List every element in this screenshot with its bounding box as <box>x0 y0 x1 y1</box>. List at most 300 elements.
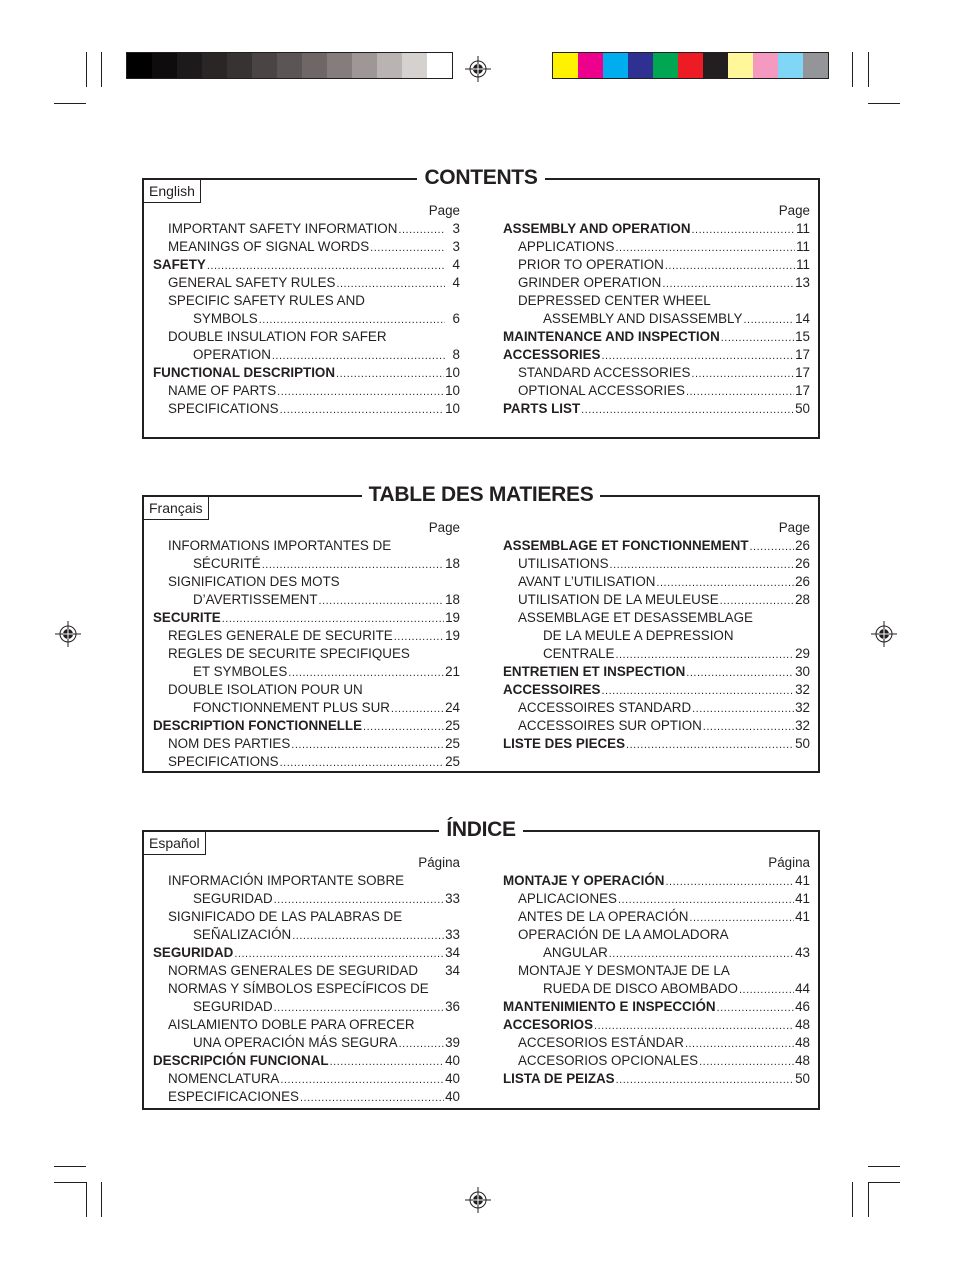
toc-entry-title: DOUBLE ISOLATION POUR UN <box>168 682 363 697</box>
dot-leader <box>274 891 444 909</box>
toc-entry-title: SEGURIDAD <box>193 999 273 1014</box>
toc-entry-title: DESCRIPTION FONCTIONNELLE <box>153 718 363 733</box>
grayscale-color-bar <box>126 52 453 79</box>
toc-entry-page: 48 <box>795 1017 810 1032</box>
process-color-bar <box>552 52 829 79</box>
toc-entry-page: 39 <box>445 1035 460 1050</box>
toc-entry-title: GRINDER OPERATION <box>518 275 662 290</box>
toc-entry <box>503 1070 810 1088</box>
toc-entry <box>153 663 460 681</box>
toc-entry <box>153 274 460 292</box>
toc-entry-page: 6 <box>452 311 460 326</box>
dot-leader <box>686 383 794 401</box>
toc-entry <box>153 944 460 962</box>
toc-entry-page: 19 <box>445 610 460 625</box>
toc-entry-title: SPECIFICATIONS <box>168 401 279 416</box>
toc-entry-page: 40 <box>445 1089 460 1104</box>
contents-section-french <box>142 483 820 773</box>
toc-entry <box>503 400 810 418</box>
toc-entry-title: UTILISATION DE LA MEULEUSE <box>518 592 719 607</box>
dot-leader <box>277 383 444 401</box>
toc-entry-title: APLICACIONES <box>518 891 617 906</box>
toc-entry <box>153 364 460 382</box>
dot-leader <box>743 311 794 329</box>
toc-entry <box>503 364 810 382</box>
toc-entry-page: 36 <box>445 999 460 1014</box>
toc-entry <box>153 591 460 609</box>
toc-entry-title: ET SYMBOLES <box>193 664 288 679</box>
toc-entry-title: NAME OF PARTS <box>168 383 277 398</box>
toc-entry <box>503 980 810 998</box>
contents-section-spanish <box>142 818 820 1110</box>
toc-entry-title: SIGNIFICATION DES MOTS <box>168 574 340 589</box>
section-title-wrap <box>144 483 818 507</box>
dot-leader <box>720 592 794 610</box>
toc-entry-title: RUEDA DE DISCO ABOMBADO <box>543 981 738 996</box>
dot-leader <box>616 1071 794 1089</box>
toc-entry-title: ASSEMBLAGE ET DESASSEMBLAGE <box>518 610 753 625</box>
toc-entry-page: 41 <box>795 873 810 888</box>
dot-leader <box>370 239 445 257</box>
toc-entry <box>153 890 460 908</box>
toc-entry-title: SECURITE <box>153 610 221 625</box>
toc-entry-title: DE LA MEULE A DEPRESSION <box>543 628 734 643</box>
dot-leader <box>615 646 794 664</box>
toc-entry <box>153 699 460 717</box>
toc-entry-title: DOUBLE INSULATION FOR SAFER <box>168 329 387 344</box>
toc-entry <box>153 609 460 627</box>
toc-entry <box>503 735 810 753</box>
toc-entry <box>503 292 810 310</box>
color-swatch <box>352 53 377 78</box>
toc-entry <box>503 944 810 962</box>
color-swatch <box>778 53 803 78</box>
toc-entry <box>153 1070 460 1088</box>
dot-leader <box>274 999 444 1017</box>
dot-leader <box>618 891 794 909</box>
toc-entry-title: D’AVERTISSEMENT <box>193 592 318 607</box>
toc-entry <box>503 1034 810 1052</box>
section-title-wrap <box>144 166 818 190</box>
dot-leader <box>626 736 794 754</box>
dot-leader <box>699 1053 794 1071</box>
toc-entry-page: 25 <box>445 736 460 751</box>
toc-entry-title: PARTS LIST <box>503 401 581 416</box>
toc-entry-title: SEGURIDAD <box>153 945 234 960</box>
toc-entry-page: 13 <box>795 275 810 290</box>
toc-entry-title: ACCESSOIRES SUR OPTION <box>518 718 702 733</box>
toc-entry <box>503 555 810 573</box>
toc-entry <box>153 753 460 771</box>
toc-entry-title: ESPECIFICACIONES <box>168 1089 299 1104</box>
toc-entry <box>503 328 810 346</box>
toc-entry-title: LISTA DE PEIZAS <box>503 1071 615 1086</box>
toc-entry <box>153 908 460 926</box>
crop-mark <box>868 1166 900 1167</box>
toc-entry <box>503 256 810 274</box>
toc-entry <box>503 591 810 609</box>
toc-entry-page: 4 <box>452 275 460 290</box>
toc-entry-title: SYMBOLS <box>193 311 258 326</box>
language-tab: Español <box>143 831 206 855</box>
toc-entry <box>503 890 810 908</box>
toc-entry <box>153 962 460 980</box>
color-swatch <box>553 53 578 78</box>
toc-entry-title: FUNCTIONAL DESCRIPTION <box>153 365 336 380</box>
color-swatch <box>703 53 728 78</box>
dot-leader <box>280 754 444 772</box>
toc-entry <box>153 382 460 400</box>
toc-entry <box>153 220 460 238</box>
color-swatch <box>152 53 177 78</box>
toc-entry <box>503 1052 810 1070</box>
toc-entry-title: NORMAS Y SÍMBOLOS ESPECÍFICOS DE <box>168 981 429 996</box>
toc-entry <box>153 238 460 256</box>
toc-entry <box>153 872 460 890</box>
toc-entry <box>153 328 460 346</box>
page-column-label: Page <box>428 203 460 218</box>
toc-entry-page: 24 <box>445 700 460 715</box>
toc-entry <box>153 681 460 699</box>
toc-entry <box>503 537 810 555</box>
toc-entry-page: 3 <box>452 239 460 254</box>
toc-entry-page: 4 <box>452 257 460 272</box>
toc-entry <box>503 382 810 400</box>
toc-entry-title: ACCESSOIRES <box>503 682 601 697</box>
toc-entry-title: ANTES DE LA OPERACIÓN <box>518 909 689 924</box>
dot-leader <box>692 221 796 239</box>
toc-entry <box>503 663 810 681</box>
toc-entry-page: 25 <box>445 754 460 769</box>
color-swatch <box>402 53 427 78</box>
toc-entry-page: 18 <box>445 592 460 607</box>
toc-column-right <box>503 854 810 1088</box>
section-title: CONTENTS <box>417 166 544 190</box>
toc-entry-title: ENTRETIEN ET INSPECTION <box>503 664 686 679</box>
registration-mark-icon <box>55 621 81 647</box>
toc-entry-page: 40 <box>445 1071 460 1086</box>
toc-entry-title: GENERAL SAFETY RULES <box>168 275 336 290</box>
dot-leader <box>292 927 444 945</box>
toc-entry-title: OPERATION <box>193 347 271 362</box>
toc-entry <box>153 310 460 328</box>
toc-column-left <box>153 519 460 771</box>
color-swatch <box>653 53 678 78</box>
toc-entry-page: 32 <box>795 700 810 715</box>
toc-entry <box>503 645 810 663</box>
toc-entry-page: 11 <box>796 221 810 236</box>
toc-entry <box>503 717 810 735</box>
dot-leader <box>262 556 444 574</box>
dot-leader <box>319 592 445 610</box>
toc-entry-page: 50 <box>795 401 810 416</box>
toc-entry-page: 17 <box>795 365 810 380</box>
toc-entry-title: MONTAJE Y OPERACIÓN <box>503 873 665 888</box>
toc-entry <box>503 627 810 645</box>
toc-entry-title: PRIOR TO OPERATION <box>518 257 664 272</box>
toc-entry <box>503 573 810 591</box>
toc-entry-title: AVANT L’UTILISATION <box>518 574 656 589</box>
toc-entry-title: SÉCURITÉ <box>193 556 261 571</box>
toc-entry-page: 11 <box>796 239 810 254</box>
toc-entry <box>153 717 460 735</box>
toc-column-right <box>503 202 810 418</box>
dot-leader <box>259 311 445 329</box>
toc-entry-page: 11 <box>796 257 810 272</box>
dot-leader <box>363 718 444 736</box>
dot-leader <box>207 257 445 275</box>
color-swatch <box>578 53 603 78</box>
dot-leader <box>336 365 444 383</box>
toc-entry <box>153 573 460 591</box>
crop-mark <box>868 52 869 87</box>
toc-entry-page: 50 <box>795 736 810 751</box>
toc-entry-title: SPECIFIC SAFETY RULES AND <box>168 293 365 308</box>
toc-entry <box>153 627 460 645</box>
toc-entry <box>153 645 460 663</box>
toc-entry <box>503 872 810 890</box>
toc-entry-page: 32 <box>795 718 810 733</box>
toc-entry <box>503 1016 810 1034</box>
crop-mark <box>54 103 86 104</box>
toc-entry-title: SPECIFICATIONS <box>168 754 279 769</box>
dot-leader <box>739 981 794 999</box>
toc-entry-title: CENTRALE <box>543 646 615 661</box>
color-swatch <box>628 53 653 78</box>
page-column-label: Page <box>778 203 810 218</box>
toc-entry-page: 48 <box>795 1053 810 1068</box>
toc-entry-page: 21 <box>445 664 460 679</box>
color-swatch <box>603 53 628 78</box>
toc-entry-page: 28 <box>795 592 810 607</box>
language-tab: Français <box>143 496 209 520</box>
toc-entry-page: 3 <box>452 221 460 236</box>
page-column-label: Page <box>778 520 810 535</box>
color-swatch <box>728 53 753 78</box>
crop-mark <box>852 52 853 87</box>
toc-entry-page: 41 <box>795 891 810 906</box>
toc-entry-page: 40 <box>445 1053 460 1068</box>
toc-entry-page: 17 <box>795 383 810 398</box>
dot-leader <box>601 347 794 365</box>
color-swatch <box>803 53 828 78</box>
toc-entry-page: 15 <box>795 329 810 344</box>
dot-leader <box>581 401 794 419</box>
toc-entry-page: 33 <box>445 927 460 942</box>
toc-entry-title: MAINTENANCE AND INSPECTION <box>503 329 720 344</box>
toc-entry <box>503 681 810 699</box>
dot-leader <box>721 329 794 347</box>
toc-entry-title: NORMAS GENERALES DE SEGURIDAD <box>168 963 419 978</box>
dot-leader <box>665 873 794 891</box>
toc-entry-page: 50 <box>795 1071 810 1086</box>
dot-leader <box>272 347 445 365</box>
toc-entry-title: UTILISATIONS <box>518 556 609 571</box>
dot-leader <box>665 257 795 275</box>
toc-entry-page: 14 <box>795 311 810 326</box>
toc-entry-title: SEÑALIZACIÓN <box>193 927 292 942</box>
toc-entry-page: 30 <box>795 664 810 679</box>
toc-entry <box>153 998 460 1016</box>
dot-leader <box>609 945 794 963</box>
toc-entry <box>503 220 810 238</box>
toc-entry <box>503 310 810 328</box>
toc-entry-title: MEANINGS OF SIGNAL WORDS <box>168 239 370 254</box>
toc-entry <box>503 346 810 364</box>
toc-entry-title: INFORMACIÓN IMPORTANTE SOBRE <box>168 873 405 888</box>
toc-entry-page: 34 <box>445 945 460 960</box>
toc-entry <box>503 908 810 926</box>
dot-leader <box>686 664 794 682</box>
toc-entry-page: 17 <box>795 347 810 362</box>
toc-entry <box>153 926 460 944</box>
toc-entry <box>153 256 460 274</box>
toc-entry <box>153 1052 460 1070</box>
color-swatch <box>252 53 277 78</box>
toc-entry-title: ACCESSORIES <box>503 347 601 362</box>
section-title: TABLE DES MATIERES <box>362 483 601 507</box>
toc-entry-title: NOM DES PARTIES <box>168 736 291 751</box>
dot-leader <box>610 556 795 574</box>
dot-leader <box>691 365 794 383</box>
toc-entry <box>503 699 810 717</box>
contents-section-english <box>142 166 820 439</box>
crop-mark <box>868 1182 869 1217</box>
toc-column-left <box>153 202 460 418</box>
dot-leader <box>601 682 794 700</box>
crop-mark <box>852 1182 853 1217</box>
toc-entry <box>153 1088 460 1106</box>
toc-entry <box>153 735 460 753</box>
toc-entry-page: 44 <box>795 981 810 996</box>
toc-entry-page: 41 <box>795 909 810 924</box>
toc-entry-page: 10 <box>445 383 460 398</box>
toc-entry-title: APPLICATIONS <box>518 239 615 254</box>
color-swatch <box>227 53 252 78</box>
toc-entry-page: 43 <box>795 945 810 960</box>
dot-leader <box>750 538 795 556</box>
crop-mark <box>101 52 102 87</box>
toc-entry-page: 29 <box>795 646 810 661</box>
toc-entry-title: IMPORTANT SAFETY INFORMATION <box>168 221 398 236</box>
color-swatch <box>753 53 778 78</box>
toc-entry <box>153 292 460 310</box>
color-swatch <box>678 53 703 78</box>
page-column-label: Página <box>418 855 460 870</box>
dot-leader <box>594 1017 794 1035</box>
dot-leader <box>703 718 794 736</box>
toc-entry-title: STANDARD ACCESSORIES <box>518 365 691 380</box>
color-swatch <box>427 53 452 78</box>
color-swatch <box>327 53 352 78</box>
toc-entry-page: 46 <box>795 999 810 1014</box>
dot-leader <box>280 401 444 419</box>
page-column-label: Página <box>768 855 810 870</box>
crop-mark <box>868 103 900 104</box>
toc-entry-title: REGLES GENERALE DE SECURITE <box>168 628 393 643</box>
section-title-wrap <box>144 818 818 842</box>
toc-entry-page: 10 <box>445 401 460 416</box>
dot-leader <box>336 275 445 293</box>
toc-entry-title: NOMENCLATURA <box>168 1071 280 1086</box>
dot-leader <box>717 999 795 1017</box>
toc-entry-page: 34 <box>445 963 460 978</box>
dot-leader <box>394 628 444 646</box>
toc-entry-title: FONCTIONNEMENT PLUS SUR <box>193 700 390 715</box>
registration-mark-icon <box>871 621 897 647</box>
dot-leader <box>300 1089 444 1107</box>
crop-mark <box>868 1182 900 1183</box>
language-tab: English <box>143 179 201 203</box>
registration-mark-icon <box>465 1187 491 1213</box>
registration-mark-icon <box>465 56 491 82</box>
dot-leader <box>391 700 444 718</box>
crop-mark <box>54 1182 86 1183</box>
toc-entry-title: SAFETY <box>153 257 206 272</box>
dot-leader <box>280 1071 444 1089</box>
toc-entry-title: LISTE DES PIECES <box>503 736 626 751</box>
toc-entry-page: 10 <box>445 365 460 380</box>
color-swatch <box>302 53 327 78</box>
toc-entry <box>503 926 810 944</box>
toc-entry-title: ASSEMBLY AND DISASSEMBLY <box>543 311 743 326</box>
dot-leader <box>689 909 794 927</box>
crop-mark <box>86 52 87 87</box>
dot-leader <box>398 221 445 239</box>
toc-entry <box>153 537 460 555</box>
toc-entry <box>503 962 810 980</box>
toc-entry-title: MONTAJE Y DESMONTAJE DE LA <box>518 963 730 978</box>
dot-leader <box>685 1035 794 1053</box>
dot-leader <box>399 1035 444 1053</box>
dot-leader <box>291 736 444 754</box>
toc-entry <box>503 274 810 292</box>
toc-entry-page: 33 <box>445 891 460 906</box>
toc-entry <box>503 998 810 1016</box>
toc-entry-title: INFORMATIONS IMPORTANTES DE <box>168 538 392 553</box>
toc-entry-title: REGLES DE SECURITE SPECIFIQUES <box>168 646 410 661</box>
toc-entry-title: ACCESORIOS OPCIONALES <box>518 1053 699 1068</box>
dot-leader <box>234 945 444 963</box>
toc-entry-page: 48 <box>795 1035 810 1050</box>
toc-entry-title: ACCESORIOS <box>503 1017 594 1032</box>
dot-leader <box>692 700 794 718</box>
toc-entry-page: 26 <box>795 574 810 589</box>
dot-leader <box>222 610 444 628</box>
toc-column-left <box>153 854 460 1106</box>
toc-entry-page: 32 <box>795 682 810 697</box>
toc-entry-title: ACCESORIOS ESTÁNDAR <box>518 1035 684 1050</box>
toc-entry <box>153 1034 460 1052</box>
toc-entry <box>503 609 810 627</box>
crop-mark <box>54 1166 86 1167</box>
toc-entry <box>153 555 460 573</box>
toc-column-right <box>503 519 810 753</box>
toc-entry-page: 26 <box>795 556 810 571</box>
section-title: ÍNDICE <box>439 818 522 842</box>
dot-leader <box>656 574 794 592</box>
toc-entry-title: ACCESSOIRES STANDARD <box>518 700 692 715</box>
toc-entry-title: UNA OPERACIÓN MÁS SEGURA <box>193 1035 398 1050</box>
toc-entry-title: ANGULAR <box>543 945 608 960</box>
dot-leader <box>616 239 796 257</box>
toc-entry-title: ASSEMBLAGE ET FONCTIONNEMENT <box>503 538 749 553</box>
toc-entry-title: ASSEMBLY AND OPERATION <box>503 221 691 236</box>
toc-entry-title: DESCRIPCIÓN FUNCIONAL <box>153 1053 329 1068</box>
toc-entry <box>153 1016 460 1034</box>
toc-entry-title: OPERACIÓN DE LA AMOLADORA <box>518 927 729 942</box>
toc-entry-title: MANTENIMIENTO E INSPECCIÓN <box>503 999 716 1014</box>
